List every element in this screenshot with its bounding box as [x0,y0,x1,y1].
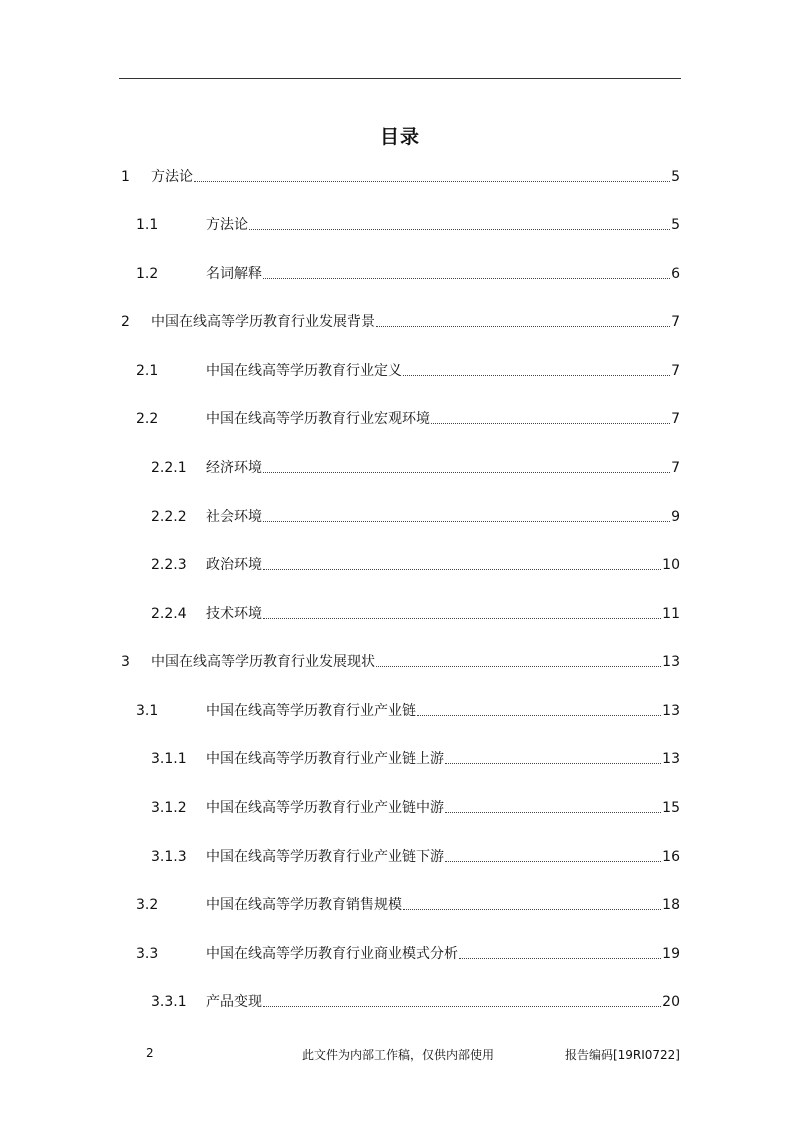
toc-entry-page: 10 [662,557,680,573]
footer-notice: 此文件为内部工作稿，仅供内部使用 [302,1048,495,1062]
toc-entry-title: 中国在线高等学历教育行业产业链上游 [206,751,444,767]
toc-entry[interactable] [151,457,680,479]
toc-entry-page: 15 [662,800,680,816]
toc-entry-page: 13 [662,654,680,670]
toc-entry-title: 中国在线高等学历教育行业产业链 [206,703,416,719]
header-rule [119,78,681,79]
toc-entry-title: 中国在线高等学历教育行业产业链中游 [206,800,444,816]
toc-entry-page: 20 [662,994,680,1010]
toc-entry-number: 1 [121,169,130,185]
toc-entry-number: 3.1.3 [151,849,187,865]
dot-leader [376,326,670,327]
toc-entry-page: 13 [662,751,680,767]
toc-title: 目录 [379,126,420,148]
toc-entry[interactable] [151,991,680,1013]
toc-entry-number: 3.1 [136,703,159,719]
dot-leader [263,618,661,619]
toc-entry-number: 1.1 [136,217,159,233]
toc-entry-title: 技术环境 [206,606,262,622]
toc-entry-number: 2.1 [136,363,159,379]
toc-entry[interactable] [121,166,680,188]
dot-leader [445,763,661,764]
toc-entry-page: 6 [671,266,680,282]
toc-entry[interactable] [136,408,680,430]
toc-entry[interactable] [151,797,680,819]
toc-entry-title: 政治环境 [206,557,262,573]
toc-entry-number: 3.2 [136,897,159,913]
toc-entry[interactable] [151,748,680,770]
toc-entry-page: 11 [662,606,680,622]
toc-entry-page: 7 [671,314,680,330]
toc-entry[interactable] [136,943,680,965]
toc-entry-page: 19 [662,946,680,962]
dot-leader [445,861,661,862]
toc-entry-title: 中国在线高等学历教育行业产业链下游 [206,849,444,865]
toc-entry-number: 3.1.1 [151,751,187,767]
toc-entry-page: 5 [671,217,680,233]
toc-entry-number: 2 [121,314,130,330]
dot-leader [431,423,670,424]
dot-leader [249,229,670,230]
toc-entry-title: 中国在线高等学历教育行业发展背景 [151,314,375,330]
dot-leader [403,909,661,910]
toc-entry-title: 中国在线高等学历教育销售规模 [206,897,402,913]
dot-leader [263,521,670,522]
toc-entry-number: 2.2 [136,411,159,427]
toc-entry-title: 方法论 [206,217,248,233]
dot-leader [459,958,661,959]
dot-leader [417,715,661,716]
toc-entry-title: 名词解释 [206,266,262,282]
toc-entry-page: 7 [671,363,680,379]
toc-entry-title: 中国在线高等学历教育行业商业模式分析 [206,946,458,962]
toc-entry-page: 5 [671,169,680,185]
toc-entry-number: 3.1.2 [151,800,187,816]
dot-leader [376,666,661,667]
toc-entry[interactable] [136,360,680,382]
toc-entry[interactable] [151,603,680,625]
toc-entry-number: 3.3 [136,946,159,962]
toc-entry[interactable] [151,554,680,576]
dot-leader [263,569,661,570]
toc-entry-number: 2.2.4 [151,606,187,622]
toc-entry-number: 2.2.1 [151,460,187,476]
toc-entry[interactable] [136,894,680,916]
toc-entry-page: 18 [662,897,680,913]
dot-leader [194,181,670,182]
toc-entry[interactable] [136,700,680,722]
toc-entry-page: 7 [671,460,680,476]
toc-entry-number: 1.2 [136,266,159,282]
toc-entry-number: 3 [121,654,130,670]
toc-entry-page: 16 [662,849,680,865]
toc-entry[interactable] [136,263,680,285]
dot-leader [263,278,670,279]
toc-entry[interactable] [151,846,680,868]
toc-entry-number: 2.2.2 [151,509,187,525]
toc-entry[interactable] [121,311,680,333]
toc-entry-number: 3.3.1 [151,994,187,1010]
dot-leader [263,472,670,473]
dot-leader [403,375,670,376]
dot-leader [263,1006,661,1007]
toc-entry-title: 中国在线高等学历教育行业宏观环境 [206,411,430,427]
toc-entry[interactable] [121,651,680,673]
toc-entry[interactable] [136,214,680,236]
toc-entry-title: 产品变现 [206,994,262,1010]
toc-entry-page: 13 [662,703,680,719]
toc-entry-number: 2.2.3 [151,557,187,573]
toc-entry-title: 中国在线高等学历教育行业定义 [206,363,402,379]
toc-entry[interactable] [151,506,680,528]
dot-leader [445,812,661,813]
toc-entry-page: 7 [671,411,680,427]
toc-entry-page: 9 [671,509,680,525]
footer-report-code: 报告编码[19RI0722] [564,1048,680,1062]
toc-entry-title: 中国在线高等学历教育行业发展现状 [151,654,375,670]
toc-entry-title: 经济环境 [206,460,262,476]
toc-entry-title: 方法论 [151,169,193,185]
footer-page-number: 2 [146,1046,154,1060]
toc-entry-title: 社会环境 [206,509,262,525]
